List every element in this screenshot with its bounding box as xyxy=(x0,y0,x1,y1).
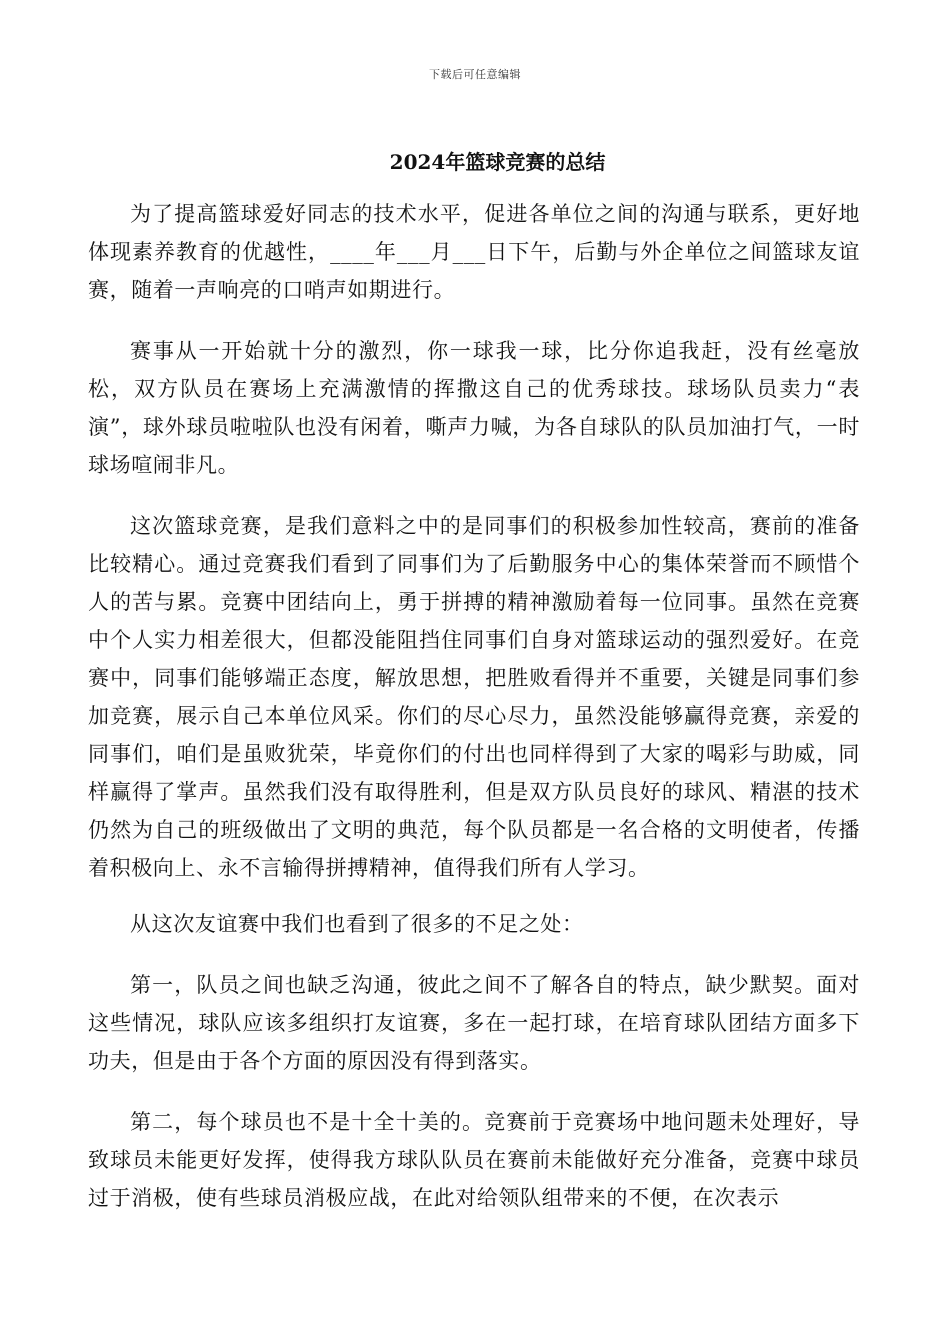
paragraph-reflection: 这次篮球竞赛，是我们意料之中的是同事们的积极参加性较高，赛前的准备比较精心。通过竞赛我们看到了同事们为了后勤服务中心的集体荣誉而不顾惜个人的苦与累。竞赛中团结向上，勇于拼搏的精神激励着每一位同事。虽然在竞赛中个人实力相差很大，但都没能阻挡住同事们自身对篮球运动的强烈爱好。在竞赛中，同事们能够端正态度，解放思想，把胜败看得并不重要，关键是同事们参加竞赛，展示自己本单位风采。你们的尽心尽力，虽然没能够赢得竞赛，亲爱的同事们，咱们是虽败犹荣，毕竟你们的付出也同样得到了大家的喝彩与助威，同样赢得了掌声。虽然我们没有取得胜利，但是双方队员良好的球风、精湛的技术仍然为自己的班级做出了文明的典范，每个队员都是一名合格的文明使者，传播着积极向上、永不言输得拼搏精神，值得我们所有人学习。 xyxy=(88,514,860,880)
paragraph-shortcomings-intro: 从这次友谊赛中我们也看到了很多的不足之处： xyxy=(130,912,584,936)
paragraph-match: 赛事从一开始就十分的激烈，你一球我一球，比分你追我赶，没有丝毫放松，双方队员在赛场上充满激情的挥撒这自己的优秀球技。球场队员卖力“表演”，球外球员啦啦队也没有闲着，嘶声力喊，为各自球队的队员加油打气，一时球场喧闹非凡。 xyxy=(88,339,860,477)
header-note: 下载后可任意编辑 xyxy=(429,68,521,81)
paragraph-point-one: 第一，队员之间也缺乏沟通，彼此之间不了解各自的特点，缺少默契。面对这些情况，球队应该多组织打友谊赛，多在一起打球，在培育球队团结方面多下功夫，但是由于各个方面的原因没有得到落实。 xyxy=(88,973,860,1073)
document-title: 2024年篮球竞赛的总结 xyxy=(389,150,606,174)
paragraph-intro: 为了提高篮球爱好同志的技术水平，促进各单位之间的沟通与联系，更好地体现素养教育的优越性，____年___月___日下午，后勤与外企单位之间篮球友谊赛，随着一声响亮的口哨声如期进行。 xyxy=(88,202,860,302)
document-body xyxy=(88,195,860,1240)
paragraph-point-two: 第二，每个球员也不是十全十美的。竞赛前于竞赛场中地问题未处理好，导致球员未能更好发挥，使得我方球队队员在赛前未能做好充分准备，竞赛中球员过于消极，使有些球员消极应战，在此对给领队组带来的不便，在次表示 xyxy=(88,1110,860,1210)
